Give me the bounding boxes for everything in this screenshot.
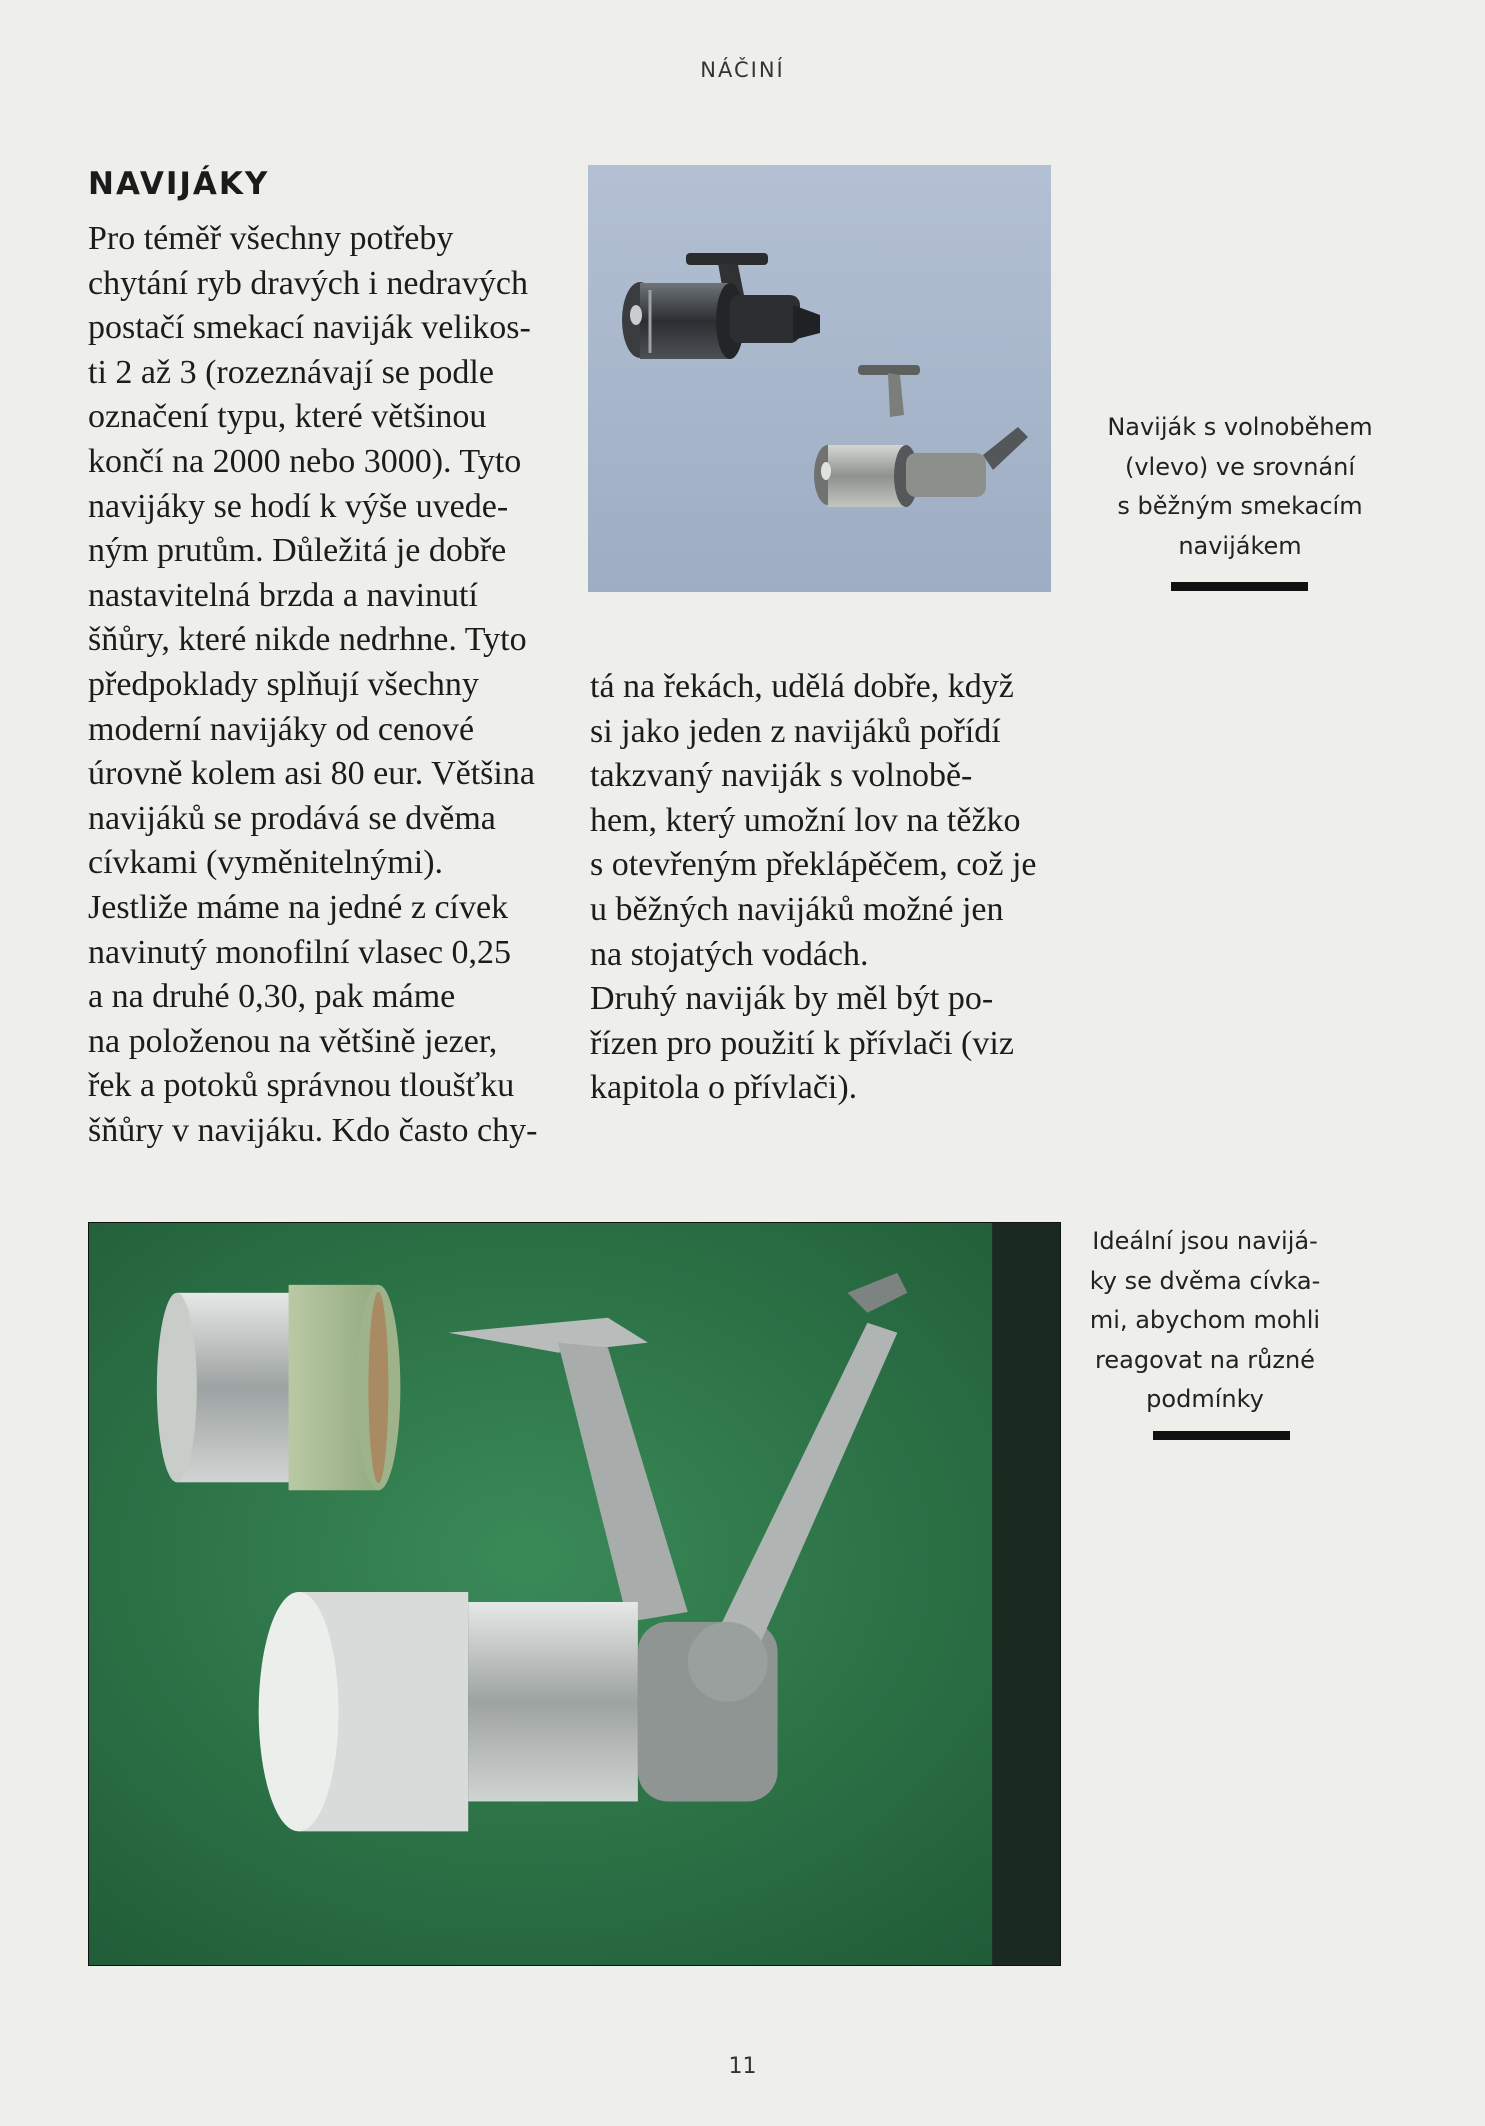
body-text-line: u běžných navijáků možné jen [590, 890, 1004, 928]
photo-reel-with-spare-spool [88, 1222, 1061, 1966]
section-title: NAVIJÁKY [88, 166, 270, 202]
body-text-line: úrovně kolem asi 80 eur. Většina [88, 755, 535, 793]
body-text-line: na položenou na většině jezer, [88, 1022, 498, 1060]
body-text-line: označení typu, které většinou [88, 398, 487, 436]
body-text-line: moderní navijáky od cenové [88, 710, 475, 748]
caption-two-reels [1085, 408, 1395, 566]
body-text-line: Druhý naviják by měl být po- [590, 980, 994, 1018]
body-text-line: předpoklady splňují všechny [88, 665, 479, 703]
caption-line: reagovat na různé [1095, 1345, 1315, 1374]
caption-rule [1171, 582, 1308, 591]
body-text-line: cívkami (vyměnitelnými). [88, 844, 444, 882]
body-text-line: ným prutům. Důležitá je dobře [88, 532, 507, 570]
body-text-line: Pro téměř všechny potřeby [88, 220, 454, 257]
caption-reel-spools [1070, 1222, 1340, 1420]
body-text-line: šňůry, které nikde nedrhne. Tyto [88, 621, 527, 659]
body-text-line: navijáky se hodí k výše uvede- [88, 487, 509, 525]
caption-line: podmínky [1146, 1385, 1264, 1413]
body-text-right-column [590, 665, 1060, 1111]
reel-spool-illustration [89, 1223, 1060, 1965]
body-text-line: s otevřeným překlápěčem, což je [590, 846, 1037, 884]
body-text-line: šňůry v navijáku. Kdo často chy- [88, 1111, 538, 1149]
running-head: NÁČINÍ [700, 58, 785, 82]
body-text-line: nastavitelná brzda a navinutí [88, 576, 478, 614]
body-text-line: si jako jeden z navijáků pořídí [590, 712, 1001, 750]
caption-line: s běžným smekacím [1117, 492, 1363, 520]
caption-line: (vlevo) ve srovnání [1124, 452, 1355, 481]
body-text-line: řek a potoků správnou tloušťku [88, 1067, 515, 1105]
body-text-line: ti 2 až 3 (rozeznávají se podle [88, 353, 494, 391]
body-text-line: navijáků se prodává se dvěma [88, 799, 496, 837]
body-text-line: postačí smekací naviják velikos- [88, 309, 531, 347]
caption-rule [1153, 1431, 1290, 1440]
body-text-line: navinutý monofilní vlasec 0,25 [88, 933, 512, 971]
body-text-line: takzvaný naviják s volnobě- [590, 757, 973, 795]
spare-spool-shape [157, 1285, 400, 1490]
page-number: 11 [728, 2054, 757, 2079]
body-text-line: chytání ryb dravých i nedravých [88, 264, 528, 302]
body-text-line: hem, který umožní lov na těžko [590, 801, 1021, 839]
reels-illustration [588, 165, 1051, 592]
body-text-line: kapitola o přívlači). [590, 1069, 858, 1107]
body-text-line: tá na řekách, udělá dobře, když [590, 668, 1014, 705]
body-text-line: řízen pro použití k přívlači (viz [590, 1024, 1014, 1062]
body-text-line: končí na 2000 nebo 3000). Tyto [88, 442, 522, 480]
caption-line: navijákem [1178, 531, 1302, 560]
caption-line: mi, abychom mohli [1089, 1306, 1321, 1334]
body-text-line: Jestliže máme na jedné z cívek [88, 888, 509, 926]
body-text-left-column [88, 217, 563, 1153]
caption-line: Naviják s volnoběhem [1107, 413, 1373, 441]
photo-two-reels [588, 165, 1051, 592]
body-text-line: na stojatých vodách. [590, 935, 869, 973]
body-text-line: a na druhé 0,30, pak máme [88, 978, 456, 1016]
caption-line: ky se dvěma cívka- [1089, 1266, 1321, 1295]
caption-line: Ideální jsou navijá- [1092, 1227, 1318, 1255]
